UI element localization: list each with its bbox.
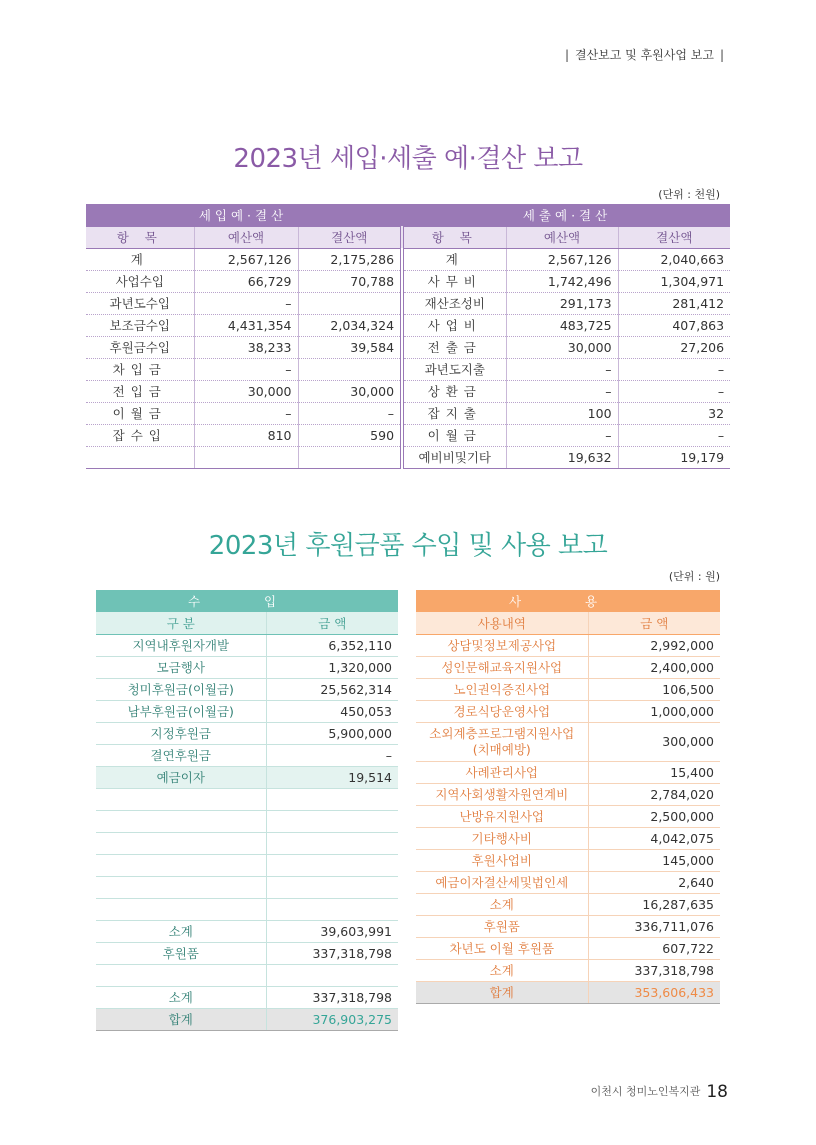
table-row [96, 722, 398, 744]
donation-usage-table [416, 590, 720, 1004]
income-amount-cell [266, 854, 398, 876]
expense-settlement-cell: 407,863 [618, 314, 730, 336]
income-settlement-cell: 2,034,324 [298, 314, 402, 336]
usage-category-cell: 상담및정보제공사업 [416, 634, 588, 656]
income-amount-cell [266, 898, 398, 920]
expense-budget-cell: 291,173 [506, 292, 618, 314]
income-table-title: 수 입 [96, 590, 398, 612]
usage-amount-cell: 300,000 [588, 722, 720, 761]
income-category-cell [96, 854, 266, 876]
income-category-cell: 모금행사 [96, 656, 266, 678]
table-row [416, 893, 720, 915]
expense-section-title: 세출예·결산 [402, 204, 730, 226]
table-row [96, 964, 398, 986]
table-row [86, 358, 730, 380]
usage-amount-cell: 337,318,798 [588, 959, 720, 981]
income-category-cell: 소계 [96, 986, 266, 1008]
expense-item-header: 항 목 [402, 226, 506, 248]
table-row [96, 766, 398, 788]
expense-budget-cell: – [506, 424, 618, 446]
income-item-cell: 사업수입 [86, 270, 194, 292]
expense-item-cell: 이월금 [402, 424, 506, 446]
table-row [86, 248, 730, 270]
income-amount-cell: 25,562,314 [266, 678, 398, 700]
usage-total-amount: 353,606,433 [588, 981, 720, 1003]
section2-title: 2023년 후원금품 수입 및 사용 보고 [208, 531, 608, 561]
income-category-cell: 청미후원금(이월금) [96, 678, 266, 700]
usage-category-cell: 후원사업비 [416, 849, 588, 871]
expense-budget-header: 예산액 [506, 226, 618, 248]
usage-amount-cell: 2,784,020 [588, 783, 720, 805]
usage-amount-cell: 607,722 [588, 937, 720, 959]
income-budget-cell: – [194, 358, 298, 380]
expense-budget-cell: 100 [506, 402, 618, 424]
income-amount-header: 금 액 [266, 612, 398, 634]
expense-budget-cell: 483,725 [506, 314, 618, 336]
usage-amount-cell: 2,400,000 [588, 656, 720, 678]
expense-item-cell: 예비비및기타 [402, 446, 506, 468]
expense-item-cell: 재산조성비 [402, 292, 506, 314]
income-amount-cell [266, 832, 398, 854]
table-row [96, 700, 398, 722]
usage-category-line1: 소외계층프로그램지원사업 [429, 725, 575, 741]
income-category-cell: 예금이자 [96, 766, 266, 788]
income-settlement-cell: 30,000 [298, 380, 402, 402]
usage-total-label: 합계 [416, 981, 588, 1003]
table-row [416, 871, 720, 893]
expense-item-cell: 사무비 [402, 270, 506, 292]
usage-category-cell: 소계 [416, 893, 588, 915]
usage-amount-cell: 2,500,000 [588, 805, 720, 827]
income-amount-cell: 6,352,110 [266, 634, 398, 656]
income-settlement-cell: 2,175,286 [298, 248, 402, 270]
usage-amount-cell: 106,500 [588, 678, 720, 700]
table-row [96, 634, 398, 656]
income-amount-cell: 19,514 [266, 766, 398, 788]
table-row [96, 854, 398, 876]
income-amount-cell [266, 810, 398, 832]
table-row [416, 656, 720, 678]
income-settlement-cell [298, 446, 402, 468]
income-budget-cell: – [194, 292, 298, 314]
table-row [86, 446, 730, 468]
section1-title: 2023년 세입·세출 예·결산 보고 [233, 144, 583, 174]
income-category-cell: 후원품 [96, 942, 266, 964]
expense-item-cell: 사업비 [402, 314, 506, 336]
income-item-cell: 잡수입 [86, 424, 194, 446]
usage-category-cell: 사례관리사업 [416, 761, 588, 783]
income-item-header: 항 목 [86, 226, 194, 248]
table-row [416, 761, 720, 783]
page-number: 18 [706, 1082, 728, 1102]
income-amount-cell [266, 964, 398, 986]
table-row [96, 920, 398, 942]
table-row [96, 832, 398, 854]
expense-settlement-cell: 1,304,971 [618, 270, 730, 292]
donation-income-table [96, 590, 398, 1031]
income-budget-cell: 4,431,354 [194, 314, 298, 336]
expense-budget-cell: 30,000 [506, 336, 618, 358]
usage-table-title: 사 용 [416, 590, 720, 612]
income-item-cell: 후원금수입 [86, 336, 194, 358]
expense-item-cell: 과년도지출 [402, 358, 506, 380]
income-settlement-cell [298, 292, 402, 314]
income-budget-cell: – [194, 402, 298, 424]
income-settlement-cell [298, 358, 402, 380]
table-row [416, 959, 720, 981]
income-category-cell: 지정후원금 [96, 722, 266, 744]
table-row [86, 336, 730, 358]
income-category-cell [96, 876, 266, 898]
expense-settlement-cell: 27,206 [618, 336, 730, 358]
expense-budget-cell: – [506, 380, 618, 402]
income-amount-cell: 39,603,991 [266, 920, 398, 942]
income-amount-cell: 337,318,798 [266, 942, 398, 964]
income-item-cell: 이월금 [86, 402, 194, 424]
expense-item-cell: 계 [402, 248, 506, 270]
expense-settlement-cell: – [618, 380, 730, 402]
usage-category-cell: 소계 [416, 959, 588, 981]
usage-amount-cell: 336,711,076 [588, 915, 720, 937]
usage-category-cell: 예금이자결산세및법인세 [416, 871, 588, 893]
income-total-amount: 376,903,275 [266, 1008, 398, 1030]
table-row [416, 678, 720, 700]
usage-category-cell: 경로식당운영사업 [416, 700, 588, 722]
expense-settlement-cell: 19,179 [618, 446, 730, 468]
expense-budget-cell: 19,632 [506, 446, 618, 468]
table-row [86, 292, 730, 314]
table-row [416, 827, 720, 849]
table-row [86, 424, 730, 446]
section2-unit: (단위 : 원) [668, 570, 720, 583]
expense-item-cell: 전출금 [402, 336, 506, 358]
table-row [416, 783, 720, 805]
income-amount-cell: 337,318,798 [266, 986, 398, 1008]
income-amount-cell: 5,900,000 [266, 722, 398, 744]
income-item-cell: 계 [86, 248, 194, 270]
income-item-cell: 과년도수입 [86, 292, 194, 314]
income-item-cell [86, 446, 194, 468]
table-row [96, 678, 398, 700]
usage-amount-header: 금 액 [588, 612, 720, 634]
usage-amount-cell: 1,000,000 [588, 700, 720, 722]
income-item-cell: 보조금수입 [86, 314, 194, 336]
income-item-cell: 차입금 [86, 358, 194, 380]
income-budget-cell: 66,729 [194, 270, 298, 292]
usage-amount-cell: 15,400 [588, 761, 720, 783]
total-row [416, 981, 720, 1003]
expense-settlement-cell: 281,412 [618, 292, 730, 314]
expense-budget-cell: – [506, 358, 618, 380]
income-settlement-cell: 590 [298, 424, 402, 446]
income-category-cell: 결연후원금 [96, 744, 266, 766]
table-row [96, 744, 398, 766]
header-text: 결산보고 및 후원사업 보고 [574, 48, 714, 62]
income-total-label: 합계 [96, 1008, 266, 1030]
usage-category-cell [416, 722, 588, 761]
income-category-header: 구 분 [96, 612, 266, 634]
table-row [416, 634, 720, 656]
income-category-cell [96, 788, 266, 810]
usage-amount-cell: 2,992,000 [588, 634, 720, 656]
income-budget-header: 예산액 [194, 226, 298, 248]
table-row [86, 380, 730, 402]
usage-category-line2: (치매예방) [472, 741, 531, 757]
expense-settlement-cell: 2,040,663 [618, 248, 730, 270]
table-row [96, 942, 398, 964]
income-category-cell: 남부후원금(이월금) [96, 700, 266, 722]
usage-category-cell: 기타행사비 [416, 827, 588, 849]
income-category-cell: 소계 [96, 920, 266, 942]
usage-category-cell: 노인권익증진사업 [416, 678, 588, 700]
budget-settlement-table [86, 204, 730, 469]
table-row [416, 915, 720, 937]
income-amount-cell: 1,320,000 [266, 656, 398, 678]
section1-unit: (단위 : 천원) [658, 188, 720, 201]
usage-category-cell: 지역사회생활자원연계비 [416, 783, 588, 805]
expense-budget-cell: 1,742,496 [506, 270, 618, 292]
usage-amount-cell: 145,000 [588, 849, 720, 871]
usage-category-cell: 성인문해교육지원사업 [416, 656, 588, 678]
table-row [416, 849, 720, 871]
table-row [86, 270, 730, 292]
usage-amount-cell: 4,042,075 [588, 827, 720, 849]
income-budget-cell: 2,567,126 [194, 248, 298, 270]
income-category-cell [96, 964, 266, 986]
usage-amount-cell: 2,640 [588, 871, 720, 893]
income-budget-cell: 30,000 [194, 380, 298, 402]
total-row [96, 1008, 398, 1030]
usage-category-header: 사용내역 [416, 612, 588, 634]
income-budget-cell: 38,233 [194, 336, 298, 358]
expense-settlement-cell: – [618, 358, 730, 380]
usage-amount-cell: 16,287,635 [588, 893, 720, 915]
footer-org: 이천시 청미노인복지관 [590, 1085, 701, 1098]
table-row [96, 898, 398, 920]
expense-item-cell: 잡지출 [402, 402, 506, 424]
usage-category-cell: 난방유지원사업 [416, 805, 588, 827]
page-header: | 결산보고 및 후원사업 보고 | [564, 48, 724, 62]
table-row [416, 805, 720, 827]
income-category-cell [96, 898, 266, 920]
usage-category-cell: 차년도 이월 후원품 [416, 937, 588, 959]
table-row [416, 937, 720, 959]
table-row [96, 810, 398, 832]
income-section-title: 세입예·결산 [86, 204, 402, 226]
income-settlement-cell: – [298, 402, 402, 424]
table-row [86, 402, 730, 424]
expense-item-cell: 상환금 [402, 380, 506, 402]
income-item-cell: 전입금 [86, 380, 194, 402]
expense-settlement-cell: 32 [618, 402, 730, 424]
income-amount-cell: 450,053 [266, 700, 398, 722]
income-settlement-header: 결산액 [298, 226, 402, 248]
table-row [416, 722, 720, 761]
income-budget-cell [194, 446, 298, 468]
income-category-cell [96, 832, 266, 854]
income-category-cell [96, 810, 266, 832]
expense-budget-cell: 2,567,126 [506, 248, 618, 270]
income-amount-cell: – [266, 744, 398, 766]
income-amount-cell [266, 876, 398, 898]
income-settlement-cell: 39,584 [298, 336, 402, 358]
income-budget-cell: 810 [194, 424, 298, 446]
income-settlement-cell: 70,788 [298, 270, 402, 292]
expense-settlement-header: 결산액 [618, 226, 730, 248]
table-row [96, 986, 398, 1008]
income-category-cell: 지역내후원자개발 [96, 634, 266, 656]
income-amount-cell [266, 788, 398, 810]
usage-category-cell: 후원품 [416, 915, 588, 937]
table-row [96, 788, 398, 810]
table-row [416, 700, 720, 722]
page-footer [591, 1082, 728, 1102]
table-row [86, 314, 730, 336]
table-row [96, 876, 398, 898]
expense-settlement-cell: – [618, 424, 730, 446]
table-row [96, 656, 398, 678]
